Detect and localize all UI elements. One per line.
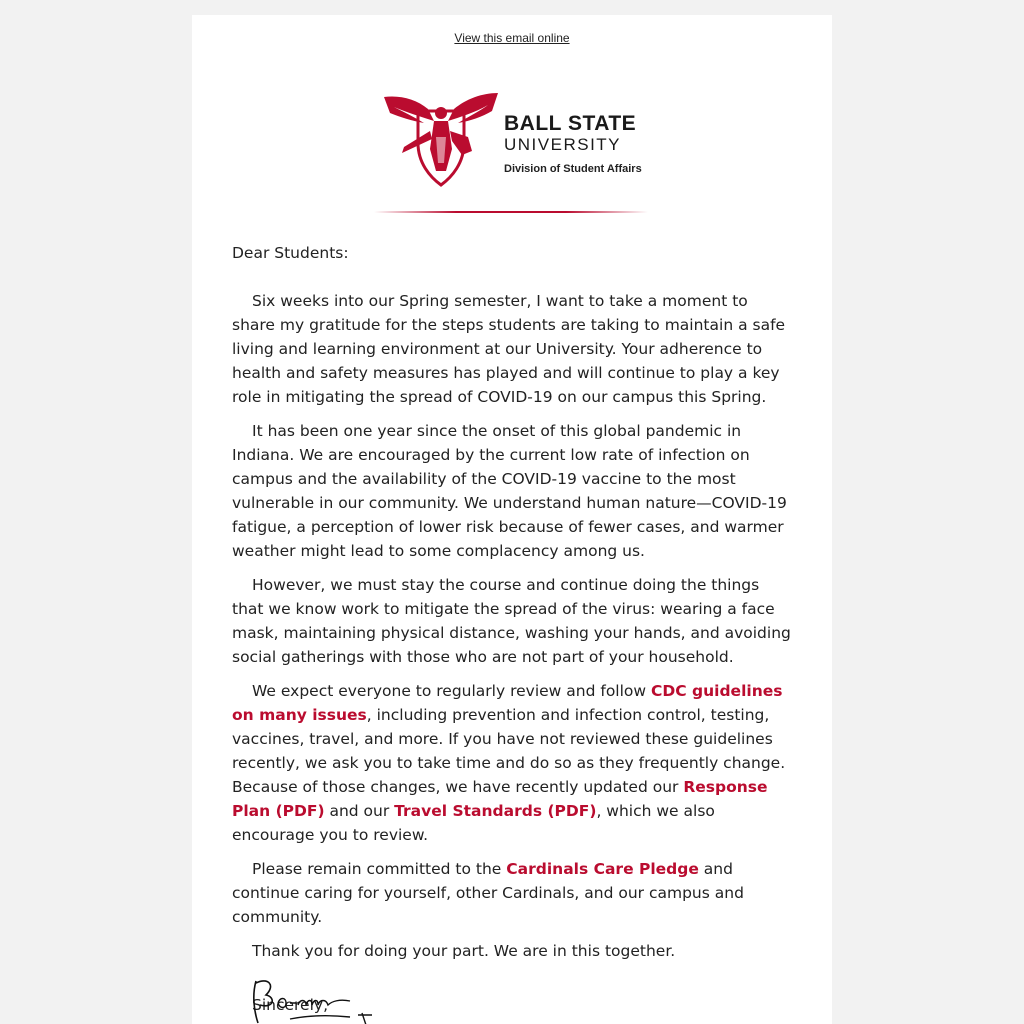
cardinals-care-pledge-link[interactable]: Cardinals Care Pledge [506, 860, 699, 878]
cardinal-seal-icon [382, 91, 500, 189]
paragraph-1: Six weeks into our Spring semester, I want to take a moment to share my gratitude for the steps students are taking to maintain a safe living and learning environment at our University. Your adherence to health and safety measures has played and will continue to play a key role in mitigating the spread of COVID-19 on our campus this Spring. [232, 292, 786, 406]
email-container [192, 15, 832, 1024]
travel-standards-link[interactable]: Travel Standards (PDF) [394, 802, 597, 820]
paragraph-2: It has been one year since the onset of this global pandemic in Indiana. We are encouraged by the current low rate of infection on campus and the availability of the COVID-19 vaccine to the most vulnerable in our community. We understand human nature—COVID-19 fatigue, a perception of lower risk because of fewer cases, and warmer weather might lead to some complacency among us. [232, 422, 787, 560]
paragraph-4-text: We expect everyone to regularly review and follow [252, 682, 651, 700]
paragraph-5-text: Please remain committed to the [252, 860, 507, 878]
email-body [232, 241, 792, 1017]
paragraph-4 [232, 679, 792, 847]
header-divider [374, 211, 648, 213]
response-plan-link[interactable]: Response Plan (PDF) [232, 778, 768, 820]
paragraph-4-text: and our [324, 802, 395, 820]
signoff: Sincerely, [252, 996, 329, 1014]
greeting: Dear Students: [232, 244, 349, 262]
paragraph-3: However, we must stay the course and continue doing the things that we know work to mitigate the spread of the virus: wearing a face mask, maintaining physical distance, washing your hands, and avoiding social gatherings with those who are not part of your household. [232, 576, 791, 666]
paragraph-4-text: , including prevention and infection control, testing, vaccines, travel, and more. If you have not reviewed these guidelines recently, we ask you to take time and do so as they frequently change. Because of those changes, we have recently updated our [232, 706, 786, 796]
paragraph-5-text: and continue caring for yourself, other Cardinals, and our campus and community. [232, 860, 744, 926]
cdc-guidelines-link[interactable]: CDC guidelines on many issues [232, 682, 783, 724]
view-online-link[interactable]: View this email online [454, 31, 570, 45]
logo-division: Division of Student Affairs [504, 163, 642, 175]
paragraph-4-text: , which we also encourage you to review. [232, 802, 715, 844]
university-logo [382, 91, 662, 189]
paragraph-6: Thank you for doing your part. We are in this together. [252, 942, 676, 960]
logo-name: BALL STATE [504, 112, 637, 135]
logo-wordmark [504, 113, 642, 175]
logo-university: UNIVERSITY [504, 135, 622, 154]
paragraph-5 [232, 857, 792, 929]
signature-image [250, 975, 390, 1024]
